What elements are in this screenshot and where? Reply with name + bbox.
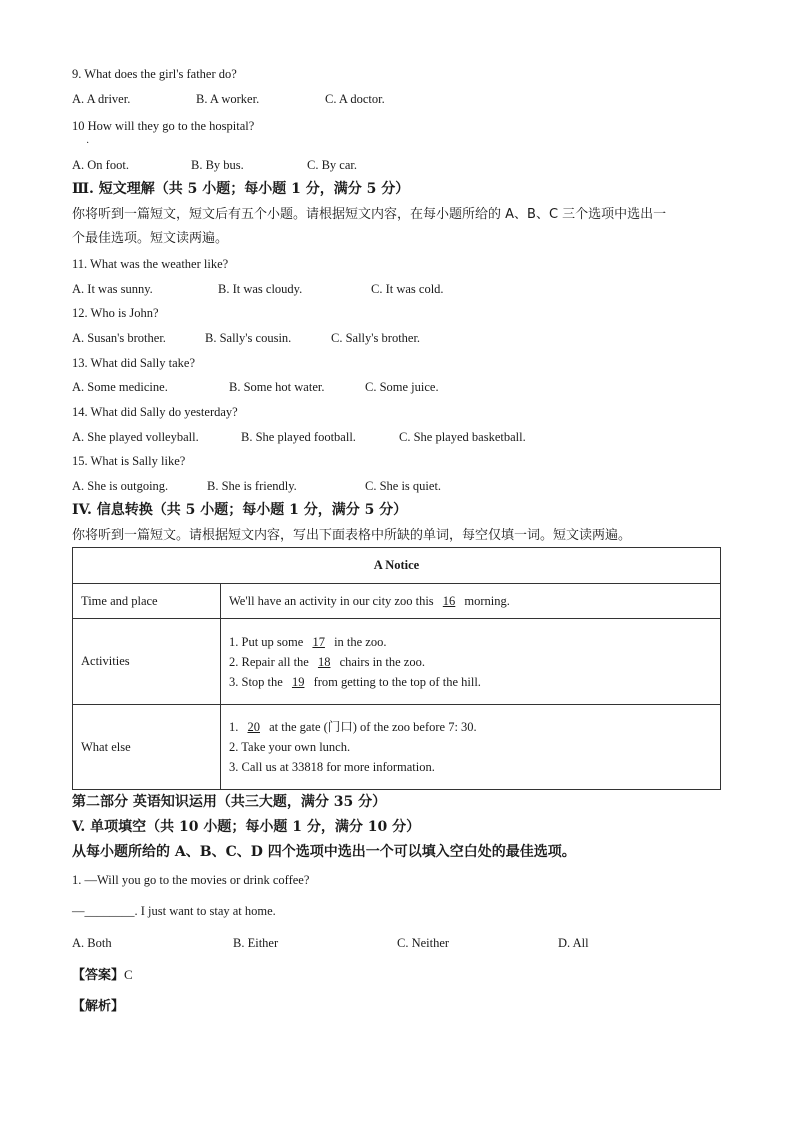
- q12-option-a: A. Susan's brother.: [72, 331, 166, 345]
- what-else-line-1: [229, 719, 712, 735]
- row-label-what-else: What else: [73, 705, 221, 790]
- notice-title: A Notice: [73, 548, 721, 584]
- stray-dot-mark: ·: [86, 138, 90, 149]
- analysis-label: 【解析】: [72, 999, 125, 1014]
- answer-value: C: [124, 967, 133, 982]
- question-12-stem: 12. Who is John?: [72, 306, 159, 320]
- section-5-title: V. 单项填空（共 10 小题；每小题 1 分，满分 10 分）: [72, 819, 421, 835]
- activity-3-post: from getting to the top of the hill.: [310, 674, 481, 689]
- section-3-instruction-line2: 个最佳选项。短文读两遍。: [72, 231, 229, 246]
- activity-line-3: [229, 674, 712, 690]
- question-1-stem: 1. —Will you go to the movies or drink coffee?: [72, 873, 310, 887]
- blank-18: 18: [317, 654, 331, 669]
- question-10-stem: 10 How will they go to the hospital?: [72, 119, 255, 133]
- q14-option-a: A. She played volleyball.: [72, 430, 199, 444]
- answer-label: 【答案】: [72, 968, 125, 983]
- blank-16: 16: [442, 593, 456, 608]
- question-11-stem: 11. What was the weather like?: [72, 257, 229, 271]
- q15-option-a: A. She is outgoing.: [72, 479, 169, 493]
- question-1-reply: —________. I just want to stay at home.: [72, 904, 276, 918]
- q1-option-b: B. Either: [233, 936, 279, 950]
- activity-3-pre: 3. Stop the: [229, 674, 286, 689]
- q11-option-c: C. It was cold.: [371, 282, 444, 296]
- q15-option-b: B. She is friendly.: [207, 479, 297, 493]
- q12-option-b: B. Sally's cousin.: [205, 331, 292, 345]
- section-4-title: IV. 信息转换（共 5 小题；每小题 1 分，满分 5 分）: [72, 502, 408, 518]
- blank-17: 17: [312, 634, 325, 649]
- section-4-instruction: 你将听到一篇短文。请根据短文内容，写出下面表格中所缺的单词，每空仅填一词。短文读两遍。: [72, 528, 632, 543]
- q9-option-c: C. A doctor.: [325, 92, 385, 106]
- row-content-activities: [221, 619, 721, 705]
- what-else-line-2: 2. Take your own lunch.: [229, 740, 351, 754]
- q9-option-a: A. A driver.: [72, 92, 131, 106]
- question-13-stem: 13. What did Sally take?: [72, 356, 196, 370]
- notice-table: [72, 547, 721, 790]
- q10-option-c: C. By car.: [307, 158, 357, 172]
- q1-option-c: C. Neither: [397, 936, 450, 950]
- q13-option-a: A. Some medicine.: [72, 380, 168, 394]
- q12-option-c: C. Sally's brother.: [331, 331, 421, 345]
- row1-text-post: morning.: [461, 593, 510, 608]
- section-3-title: Ⅲ. 短文理解（共 5 小题；每小题 1 分，满分 5 分）: [72, 181, 410, 197]
- answer-line: [72, 964, 133, 983]
- what-else-1-pre: 1.: [229, 720, 242, 734]
- row-label-activities: Activities: [73, 619, 221, 705]
- q15-option-c: C. She is quiet.: [365, 479, 442, 493]
- q11-option-b: B. It was cloudy.: [218, 282, 303, 296]
- part-2-title: 第二部分 英语知识运用（共三大题，满分 35 分）: [72, 794, 387, 810]
- section-3-instruction-line1: 你将听到一篇短文，短文后有五个小题。请根据短文内容，在每小题所给的 A、B、C 三个选项中选出一: [72, 207, 667, 222]
- blank-19: 19: [291, 674, 305, 689]
- blank-20: 20: [247, 720, 260, 734]
- q13-option-b: B. Some hot water.: [229, 380, 325, 394]
- q10-option-b: B. By bus.: [191, 158, 244, 172]
- question-9-stem: 9. What does the girl's father do?: [72, 67, 237, 81]
- activity-line-1: [229, 634, 712, 650]
- question-14-stem: 14. What did Sally do yesterday?: [72, 405, 238, 419]
- row-label-time-place: Time and place: [73, 584, 221, 619]
- q14-option-c: C. She played basketball.: [399, 430, 526, 444]
- activity-1-post: in the zoo.: [330, 634, 387, 649]
- q9-option-b: B. A worker.: [196, 92, 260, 106]
- activity-2-pre: 2. Repair all the: [229, 654, 312, 669]
- what-else-1-post: at the gate (门口) of the zoo before 7: 30.: [266, 720, 477, 734]
- row-content-what-else: [221, 705, 721, 790]
- what-else-line-3: 3. Call us at 33818 for more information.: [229, 760, 435, 774]
- activity-2-post: chairs in the zoo.: [336, 654, 425, 669]
- q13-option-c: C. Some juice.: [365, 380, 439, 394]
- q11-option-a: A. It was sunny.: [72, 282, 153, 296]
- q1-option-a: A. Both: [72, 936, 112, 950]
- activity-line-2: [229, 654, 712, 670]
- q1-option-d: D. All: [558, 936, 589, 950]
- q10-option-a: A. On foot.: [72, 158, 129, 172]
- section-5-instruction: 从每小题所给的 A、B、C、D 四个选项中选出一个可以填入空白处的最佳选项。: [72, 844, 576, 860]
- question-15-stem: 15. What is Sally like?: [72, 454, 186, 468]
- row1-text-pre: We'll have an activity in our city zoo this: [229, 593, 437, 608]
- row-content-time-place: [221, 584, 721, 619]
- activity-1-pre: 1. Put up some: [229, 634, 307, 649]
- q14-option-b: B. She played football.: [241, 430, 356, 444]
